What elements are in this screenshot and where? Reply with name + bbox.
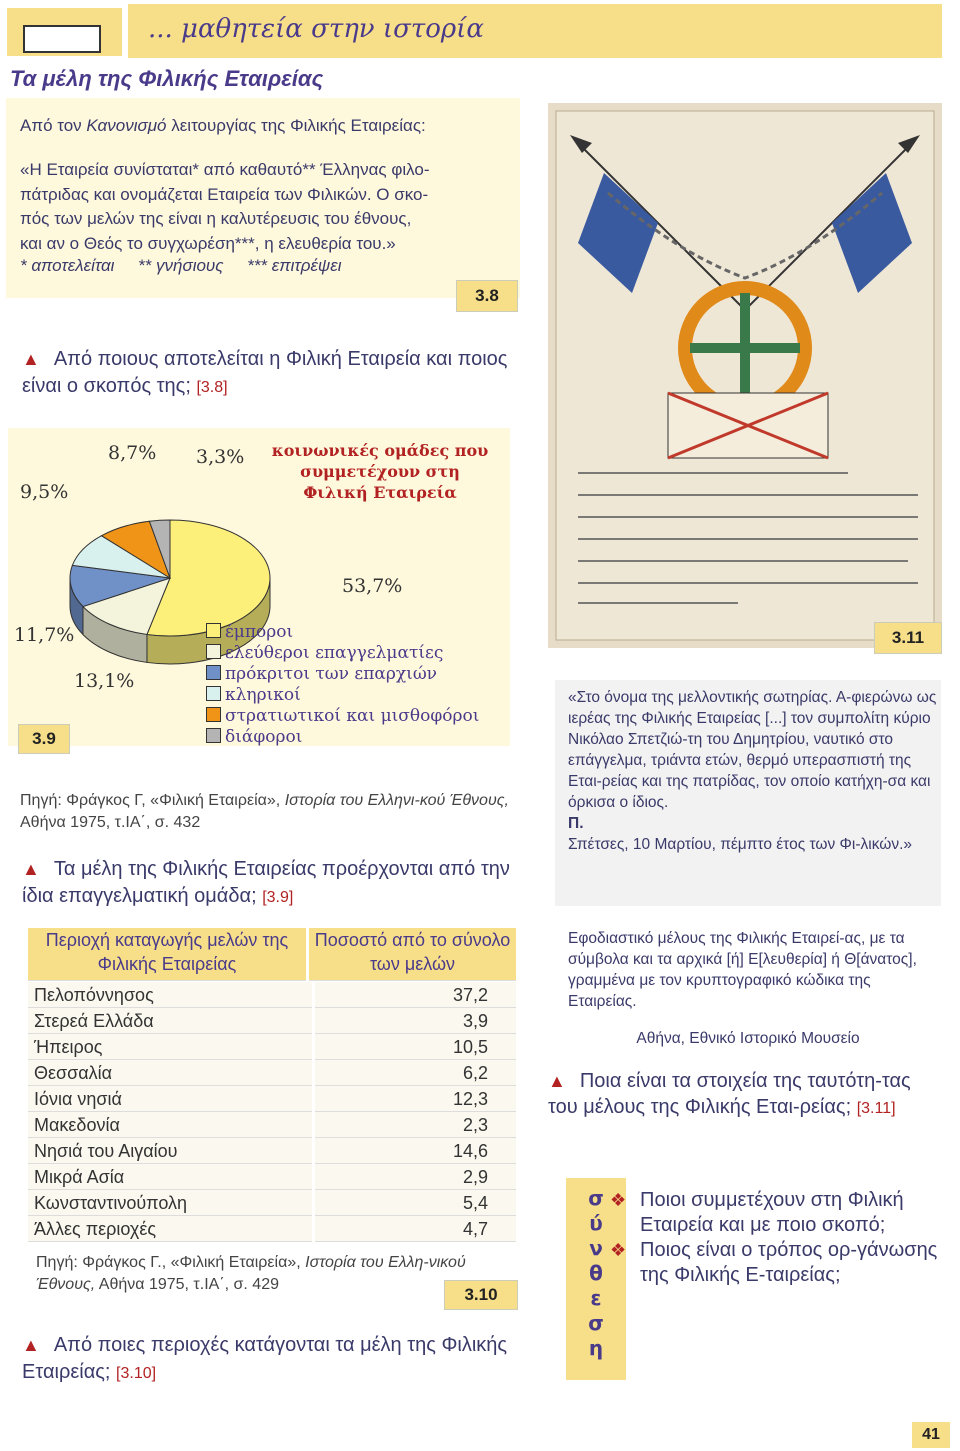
legend-item bbox=[206, 664, 437, 685]
figure-number-3-10: 3.10 bbox=[444, 1280, 518, 1310]
legend-label: κληρικοί bbox=[225, 685, 301, 705]
region-cell: Άλλες περιοχές bbox=[28, 1216, 312, 1242]
question-3-10: ▲ Από ποιες περιοχές κατάγονται τα μέλη της Φιλικής Εταιρείας; [3.10] bbox=[22, 1334, 508, 1383]
table-row bbox=[28, 1164, 516, 1190]
percent-cell: 10,5 bbox=[315, 1034, 516, 1060]
table-row bbox=[28, 1112, 516, 1138]
pie-label-professionals: 13,1% bbox=[74, 670, 135, 692]
certificate-description: Εφοδιαστικό μέλους της Φιλικής Εταιρεί-ας, με τα σύμβολα και τα αρχικά [ή] Ε[λευθερία] ή Θ[άνατος], γραμμένα με τον κρυπτογραφικό κώδικα της Εταιρείας. bbox=[568, 930, 917, 1010]
table-row bbox=[28, 1060, 516, 1086]
legend-label: διάφοροι bbox=[225, 727, 303, 747]
table-body bbox=[28, 982, 516, 1242]
diamond-bullet-icon: ❖ bbox=[610, 1190, 627, 1210]
source-quote-line: «Η Εταιρεία συνίσταται* από καθαυτό** Έλληνας φιλο- bbox=[20, 160, 430, 179]
region-cell: Ήπειρος bbox=[28, 1034, 312, 1060]
quote-signature: Π. bbox=[568, 815, 584, 832]
quote-date: Σπέτσες, 10 Μαρτίου, πέμπτο έτος των Φι-λικών.» bbox=[568, 836, 913, 853]
source-intro: Από τον Κανονισμό λειτουργίας της Φιλικής Εταιρείας: bbox=[20, 116, 426, 135]
certificate-illustration bbox=[548, 103, 942, 648]
table-header bbox=[28, 928, 516, 980]
percent-cell: 5,4 bbox=[315, 1190, 516, 1216]
pie-label-other: 3,3% bbox=[196, 446, 245, 468]
region-cell: Νησιά του Αιγαίου bbox=[28, 1138, 312, 1164]
percent-cell: 4,7 bbox=[315, 1216, 516, 1242]
header-title: ... μαθητεία στην ιστορία bbox=[148, 14, 484, 44]
region-cell: Πελοπόννησος bbox=[28, 982, 312, 1008]
triangle-bullet-icon: ▲ bbox=[22, 349, 40, 369]
synthesis-letter: ύ bbox=[589, 1211, 603, 1235]
legend-label: ελεύθεροι επαγγελματίες bbox=[225, 643, 444, 663]
figure-number-3-11: 3.11 bbox=[874, 622, 942, 654]
table-row bbox=[28, 1086, 516, 1112]
table-row bbox=[28, 1034, 516, 1060]
region-cell: Μικρά Ασία bbox=[28, 1164, 312, 1190]
synthesis-letter: ε bbox=[590, 1286, 602, 1310]
pie-label-merchants: 53,7% bbox=[342, 575, 403, 597]
table-row bbox=[28, 982, 516, 1008]
region-cell: Μακεδονία bbox=[28, 1112, 312, 1138]
legend-label: πρόκριτοι των επαρχιών bbox=[225, 664, 438, 684]
legend-swatch bbox=[206, 686, 221, 701]
legend-swatch bbox=[206, 665, 221, 680]
figure-number-3-8: 3.8 bbox=[456, 280, 518, 312]
triangle-bullet-icon: ▲ bbox=[22, 859, 40, 879]
source-quote-line: πάτριδας και ονομάζεται Εταιρεία των Φιλικών. Ο σκο- bbox=[20, 184, 429, 204]
legend-item bbox=[206, 685, 301, 706]
region-cell: Θεσσαλία bbox=[28, 1060, 312, 1086]
legend-item bbox=[206, 643, 443, 664]
region-cell: Στερεά Ελλάδα bbox=[28, 1008, 312, 1034]
question-3-8: ▲ Από ποιους αποτελείται η Φιλική Εταιρεία και ποιος είναι ο σκοπός της; [3.8] bbox=[22, 348, 508, 397]
page-number: 41 bbox=[912, 1422, 950, 1448]
museum-credit: Αθήνα, Εθνικό Ιστορικό Μουσείο bbox=[636, 1030, 860, 1047]
percent-cell: 12,3 bbox=[315, 1086, 516, 1112]
synthesis-letter: η bbox=[588, 1336, 604, 1360]
table-row bbox=[28, 1138, 516, 1164]
synthesis-letter: ν bbox=[589, 1236, 603, 1260]
synthesis-questions bbox=[610, 1188, 940, 1288]
percent-cell: 14,6 bbox=[315, 1138, 516, 1164]
percent-cell: 2,3 bbox=[315, 1112, 516, 1138]
section-title: Τα μέλη της Φιλικής Εταιρείας bbox=[10, 66, 324, 91]
percent-cell: 3,9 bbox=[315, 1008, 516, 1034]
legend-swatch bbox=[206, 707, 221, 722]
region-cell: Ιόνια νησιά bbox=[28, 1086, 312, 1112]
quote-text: «Στο όνομα της μελλοντικής σωτηρίας. Α-φιερώνω ως ιερέας της Φιλικής Εταιρείας [...] τον συμπολίτη κύριο Νικόλαο Σπετζιώ-τη του Δημητρίου, ναυτικό στο επάγγελμα, τριάντα ετών, θερμό υπερασπιστή της Εται-ρείας και της πατρίδας, τον οποίο κατήχη-σα και όρκισα ο ίδιος. bbox=[568, 689, 937, 811]
percent-cell: 6,2 bbox=[315, 1060, 516, 1086]
table-row bbox=[28, 1008, 516, 1034]
synthesis-question-1: ❖ Ποιοι συμμετέχουν στη Φιλική Εταιρεία και με ποιο σκοπό; bbox=[610, 1189, 904, 1236]
legend-item bbox=[206, 727, 302, 748]
legend-item bbox=[206, 622, 293, 643]
table-row bbox=[28, 1190, 516, 1216]
source-quote bbox=[20, 158, 515, 256]
legend-swatch bbox=[206, 644, 221, 659]
question-3-11: ▲ Ποια είναι τα στοιχεία της ταυτότη-τας του μέλους της Φιλικής Εται-ρείας; [3.11] bbox=[548, 1070, 911, 1118]
triangle-bullet-icon: ▲ bbox=[22, 1335, 40, 1355]
pie-label-military: 8,7% bbox=[108, 442, 157, 464]
pie-label-notables: 11,7% bbox=[14, 624, 75, 646]
pie-label-clergy: 9,5% bbox=[20, 481, 69, 503]
synthesis-letter: θ bbox=[589, 1261, 603, 1285]
table-header-percent: Ποσοστό από το σύνολο των μελών bbox=[309, 928, 516, 981]
source-3-9: Πηγή: Φράγκος Γ, «Φιλική Εταιρεία», Ιστορία του Ελληνι-κού Έθνους, Αθήνα 1975, τ.ΙΑ΄, σ. 432 bbox=[20, 792, 509, 831]
table-header-region: Περιοχή καταγωγής μελών της Φιλικής Εταιρείας bbox=[28, 928, 306, 981]
region-cell: Κωνσταντινούπολη bbox=[28, 1190, 312, 1216]
footnotes: * αποτελείται ** γνήσιους *** επιτρέψει bbox=[20, 256, 342, 275]
legend-label: έμποροι bbox=[225, 622, 294, 642]
triangle-bullet-icon: ▲ bbox=[548, 1071, 566, 1091]
header-book-icon-panel bbox=[7, 8, 122, 56]
legend-label: στρατιωτικοί και μισθοφόροι bbox=[225, 706, 480, 726]
regions-table bbox=[28, 928, 516, 1242]
source-quote-line: και αν ο Θεός το συγχωρέση***, η ελευθερία του.» bbox=[20, 233, 396, 253]
question-3-9: ▲ Τα μέλη της Φιλικής Εταιρείας προέρχονται από την ίδια επαγγελματική ομάδα; [3.9] bbox=[22, 858, 510, 907]
legend-swatch bbox=[206, 728, 221, 743]
source-3-10: Πηγή: Φράγκος Γ., «Φιλική Εταιρεία», Ιστορία του Ελλη-νικού Έθνους, Αθήνα 1975, τ.ΙΑ΄, σ. 429 bbox=[36, 1254, 466, 1293]
diamond-bullet-icon: ❖ bbox=[610, 1240, 627, 1260]
figure-number-3-9: 3.9 bbox=[18, 724, 70, 754]
membership-certificate-photo bbox=[548, 103, 942, 648]
legend-swatch bbox=[206, 623, 221, 638]
synthesis-letter: σ bbox=[588, 1186, 604, 1210]
percent-cell: 37,2 bbox=[315, 982, 516, 1008]
oath-quote bbox=[568, 687, 938, 855]
chart-title: κοινωνικές ομάδες που συμμετέχουν στη Φιλική Εταιρεία bbox=[271, 441, 489, 502]
source-quote-line: πός των μελών της είναι η καλυτέρευσις του έθνους, bbox=[20, 209, 412, 228]
synthesis-letter: σ bbox=[588, 1311, 604, 1335]
table-row bbox=[28, 1216, 516, 1242]
legend-item bbox=[206, 706, 479, 727]
percent-cell: 2,9 bbox=[315, 1164, 516, 1190]
synthesis-question-2: ❖ Ποιος είναι ο τρόπος ορ-γάνωσης της Φιλικής Ε-ταιρείας; bbox=[610, 1239, 938, 1286]
book-icon bbox=[23, 25, 101, 53]
